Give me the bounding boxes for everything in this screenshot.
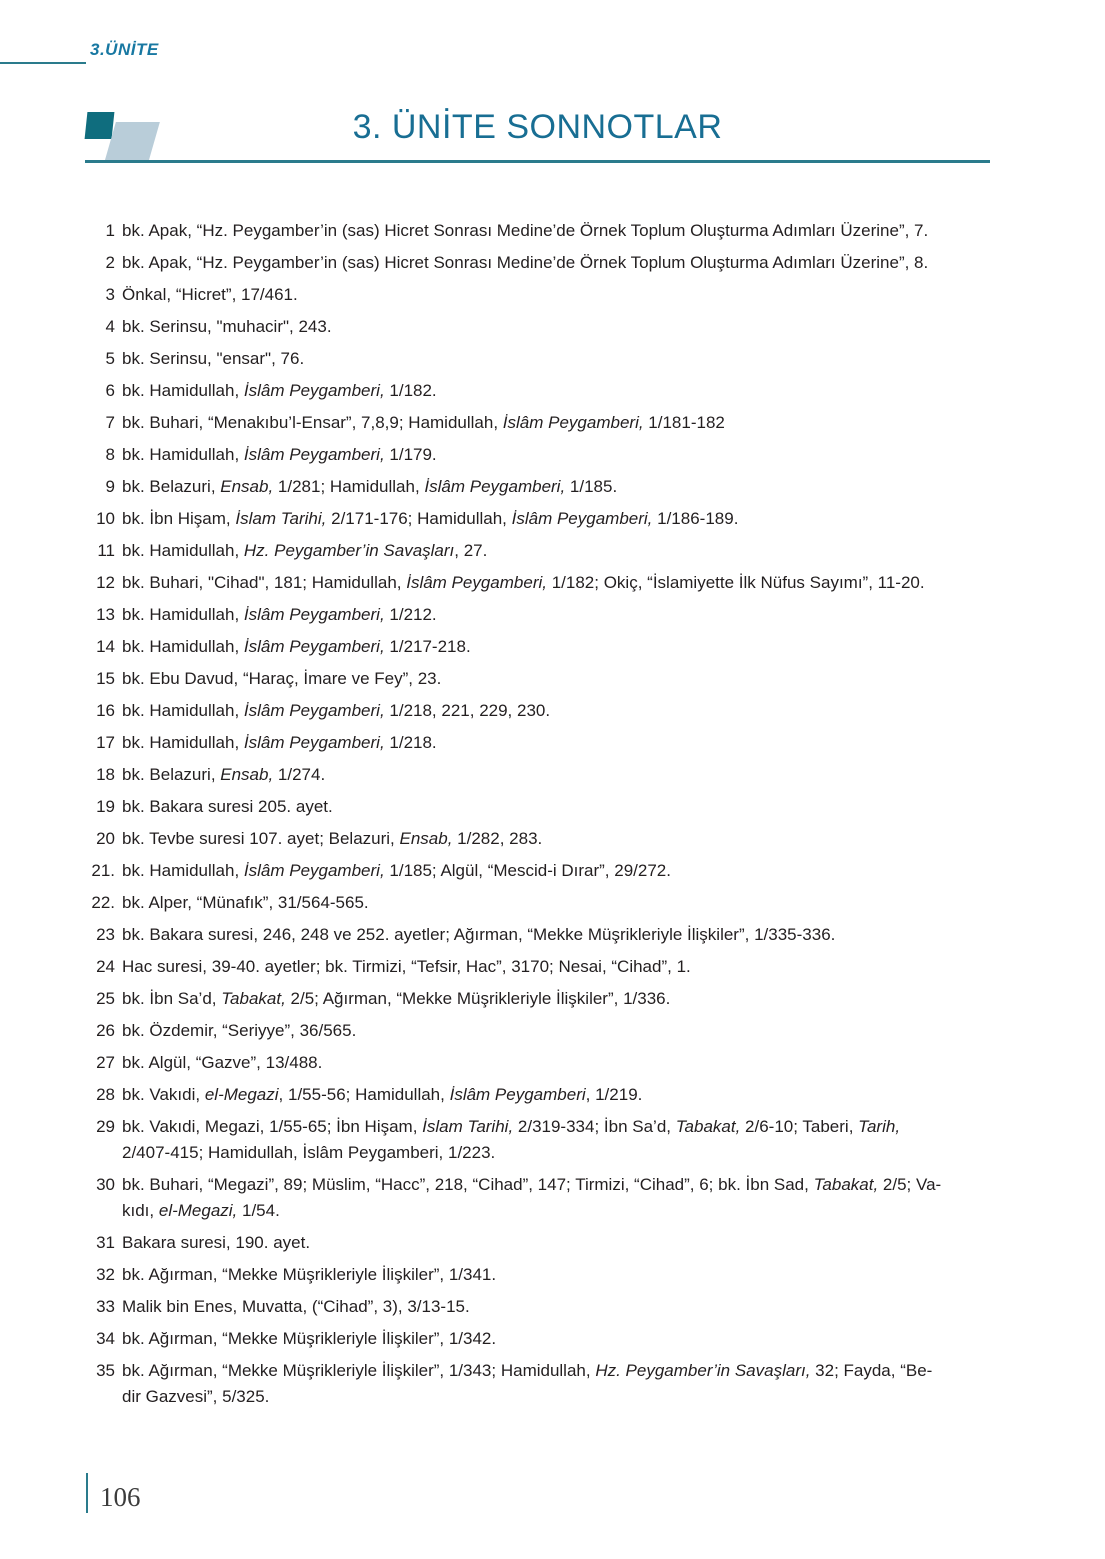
endnote-row [83,1326,993,1352]
endnote-number: 3 [105,285,115,304]
endnote-segment: bk. Buhari, “Menakıbu’l-Ensar”, 7,8,9; Hamidullah, [122,413,503,432]
endnote-segment: 1/186-189. [652,509,739,528]
endnote-row [83,1294,993,1320]
endnote-number: 15 [96,669,115,688]
endnote-text [122,474,993,500]
endnote-row [83,1082,993,1108]
endnote-segment: 32; Fayda, “Be- [810,1361,933,1380]
endnote-segment: 1/218, 221, 229, 230. [384,701,551,720]
endnote-row [83,570,993,596]
endnote-number: 11 [97,541,115,560]
endnote-segment: bk. Buhari, “Megazi”, 89; Müslim, “Hacc”, 218, “Cihad”, 147; Tirmizi, “Cihad”, 6; bk. İbn Sad, [122,1175,814,1194]
endnote-number: 12 [96,573,115,592]
endnote-segment-italic: İslâm Peygamberi, [243,861,385,880]
endnote-row [83,218,993,244]
endnote-text [122,1358,993,1410]
endnote-segment: bk. Bakara suresi, 246, 248 ve 252. ayetler; Ağırman, “Mekke Müşrikleriyle İlişkiler”, 1/335-336. [122,925,836,944]
running-head-rule [0,62,86,64]
endnote-segment: 1/182; Okiç, “İslamiyette İlk Nüfus Sayımı”, 11-20. [547,573,925,592]
endnote-segment: , 1/219. [585,1085,643,1104]
endnote-number: 2 [105,253,115,272]
endnote-segment-italic: İslam Tarihi, [422,1117,514,1136]
endnote-segment: bk. Hamidullah, [122,861,244,880]
endnote-segment: bk. İbn Hişam, [122,509,236,528]
endnote-segment-italic: Tabakat, [813,1175,879,1194]
endnote-row [83,410,993,436]
endnote-segment-italic: el-Megazi, [158,1201,238,1220]
endnote-number: 28 [96,1085,115,1104]
endnote-text [122,538,993,564]
endnote-segment: 2/5; Va- [878,1175,942,1194]
endnote-row [83,602,993,628]
endnote-segment: bk. Buhari, "Cihad", 181; Hamidullah, [122,573,407,592]
endnote-segment: 1/185. [565,477,618,496]
endnote-segment: bk. Apak, “Hz. Peygamber’in (sas) Hicret Sonrası Medine’de Örnek Toplum Oluşturma Adımları Üzerine”, 7. [122,221,929,240]
endnote-text [122,410,993,436]
endnote-text [122,506,993,532]
endnote-number: 10 [96,509,115,528]
endnote-text [122,1050,993,1076]
endnote-segment-italic: İslâm Peygamberi, [243,701,385,720]
endnote-segment: dir Gazvesi”, 5/325. [122,1387,270,1406]
endnote-text [122,378,993,404]
endnote-row [83,1050,993,1076]
endnote-row [83,250,993,276]
endnote-segment: bk. Hamidullah, [122,733,244,752]
endnote-segment: bk. Hamidullah, [122,701,244,720]
endnote-row [83,858,993,884]
endnote-segment: 1/274. [273,765,326,784]
endnote-text [122,1172,993,1224]
endnote-segment: 1/212. [384,605,437,624]
endnote-segment: 2/171-176; Hamidullah, [326,509,512,528]
endnote-segment: bk. İbn Sa’d, [122,989,222,1008]
endnote-text [122,922,993,948]
endnote-segment-italic: İslâm Peygamberi, [406,573,547,592]
endnote-segment-italic: İslâm Peygamberi, [502,413,644,432]
page-number: 106 [100,1482,141,1512]
endnote-segment: bk. Hamidullah, [122,381,244,400]
endnote-segment-italic: Ensab, [220,477,274,496]
endnote-text [122,890,993,916]
endnote-number: 27 [96,1053,115,1072]
endnote-text [122,794,993,820]
endnote-number: 32 [96,1265,115,1284]
endnote-text [122,282,993,308]
endnote-segment: bk. Vakıdi, Megazi, 1/55-65; İbn Hişam, [122,1117,423,1136]
endnote-row [83,378,993,404]
endnote-row [83,730,993,756]
endnote-number: 20 [96,829,115,848]
endnote-number: 22. [91,893,115,912]
endnote-text [122,986,993,1012]
endnote-row [83,474,993,500]
endnote-segment-italic: el-Megazi [204,1085,279,1104]
endnote-text [122,1294,993,1320]
endnote-row [83,762,993,788]
endnote-row [83,954,993,980]
endnote-row [83,922,993,948]
chapter-title-rule [85,160,990,163]
endnote-text [122,762,993,788]
endnote-number: 8 [105,445,115,464]
endnote-row [83,442,993,468]
endnote-segment-italic: İslâm Peygamberi, [424,477,566,496]
endnote-segment-italic: Ensab, [399,829,453,848]
endnote-text [122,698,993,724]
endnote-segment: bk. Bakara suresi 205. ayet. [122,797,333,816]
endnote-segment: 2/319-334; İbn Sa’d, [513,1117,676,1136]
chapter-title: 3. ÜNİTE SONNOTLAR [352,108,723,146]
endnote-text [122,1262,993,1288]
endnote-number: 35 [96,1361,115,1380]
endnote-segment: 1/217-218. [384,637,471,656]
endnote-segment: Hac suresi, 39-40. ayetler; bk. Tirmizi, “Tefsir, Hac”, 3170; Nesai, “Cihad”, 1. [122,957,691,976]
endnote-number: 18 [96,765,115,784]
endnote-row [83,1358,993,1410]
endnote-row [83,346,993,372]
endnote-text [122,250,993,276]
endnote-row [83,1230,993,1256]
endnote-segment: bk. Hamidullah, [122,605,244,624]
endnote-segment-italic: Hz. Peygamber’in Savaşları, [595,1361,811,1380]
endnote-segment: 1/182. [384,381,437,400]
endnote-segment: Önkal, “Hicret”, 17/461. [122,285,298,304]
endnote-segment-italic: Ensab, [220,765,274,784]
endnote-text [122,666,993,692]
endnote-segment: 1/185; Algül, “Mescid-i Dırar”, 29/272. [384,861,671,880]
endnote-number: 24 [96,957,115,976]
endnote-segment-italic: Hz. Peygamber’in Savaşları [243,541,455,560]
endnote-segment: 2/5; Ağırman, “Mekke Müşrikleriyle İlişkiler”, 1/336. [285,989,671,1008]
endnote-number: 13 [96,605,115,624]
endnote-number: 23 [96,925,115,944]
endnote-segment: bk. Serinsu, "muhacir", 243. [122,317,332,336]
endnote-text [122,1082,993,1108]
endnote-segment-italic: İslâm Peygamberi, [243,445,385,464]
endnote-segment: 1/281; Hamidullah, [273,477,425,496]
endnote-segment: 1/282, 283. [452,829,543,848]
endnote-segment: bk. Hamidullah, [122,541,244,560]
endnote-segment-italic: Tabakat, [675,1117,741,1136]
endnote-segment: kıdı, [122,1201,159,1220]
endnote-segment: 1/54. [237,1201,280,1220]
endnote-text [122,634,993,660]
endnote-segment: bk. Belazuri, [122,765,221,784]
endnote-row [83,1114,993,1166]
endnote-segment-italic: İslâm Peygamberi, [511,509,653,528]
endnote-text [122,218,993,244]
endnote-number: 14 [96,637,115,656]
endnote-row [83,986,993,1012]
running-head: 3.ÜNİTE [90,40,159,59]
endnote-segment: bk. Belazuri, [122,477,221,496]
endnote-row [83,506,993,532]
endnote-row [83,1262,993,1288]
endnote-text [122,730,993,756]
endnote-segment: 2/6-10; Taberi, [740,1117,859,1136]
endnote-segment-italic: İslâm Peygamberi [449,1085,586,1104]
endnote-text [122,1326,993,1352]
endnote-number: 26 [96,1021,115,1040]
endnote-number: 25 [96,989,115,1008]
endnote-segment-italic: İslâm Peygamberi, [243,381,385,400]
endnote-segment: 1/179. [384,445,437,464]
endnote-segment: 1/181-182 [643,413,725,432]
endnote-segment: bk. Hamidullah, [122,445,244,464]
endnote-number: 29 [96,1117,115,1136]
endnote-row [83,282,993,308]
endnote-row [83,666,993,692]
endnote-number: 1 [105,221,115,240]
endnote-segment: 1/218. [384,733,437,752]
page-number-bar [86,1473,88,1513]
endnote-text [122,346,993,372]
endnote-segment-italic: İslâm Peygamberi, [243,637,385,656]
endnote-segment-italic: İslâm Peygamberi, [243,733,385,752]
endnote-number: 9 [105,477,115,496]
endnote-number: 21. [91,861,115,880]
endnote-row [83,314,993,340]
endnote-segment: bk. Ağırman, “Mekke Müşrikleriyle İlişkiler”, 1/343; Hamidullah, [122,1361,596,1380]
endnote-number: 19 [96,797,115,816]
endnote-segment: bk. Serinsu, "ensar", 76. [122,349,305,368]
endnote-text [122,442,993,468]
endnote-segment: bk. Ağırman, “Mekke Müşrikleriyle İlişkiler”, 1/341. [122,1265,497,1284]
endnote-segment-italic: İslam Tarihi, [235,509,327,528]
endnote-segment-italic: İslâm Peygamberi, [243,605,385,624]
endnote-segment: 2/407-415; Hamidullah, İslâm Peygamberi, 1/223. [122,1143,496,1162]
endnote-text [122,1018,993,1044]
endnote-segment: Bakara suresi, 190. ayet. [122,1233,311,1252]
endnote-row [83,1172,993,1224]
endnote-number: 31 [96,1233,115,1252]
endnote-segment: bk. Alper, “Münafık”, 31/564-565. [122,893,369,912]
endnote-segment: bk. Ağırman, “Mekke Müşrikleriyle İlişkiler”, 1/342. [122,1329,497,1348]
endnote-segment: bk. Hamidullah, [122,637,244,656]
endnote-row [83,1018,993,1044]
endnote-number: 17 [96,733,115,752]
endnote-segment: Malik bin Enes, Muvatta, (“Cihad”, 3), 3/13-15. [122,1297,470,1316]
endnote-number: 6 [105,381,115,400]
endnote-segment: , 1/55-56; Hamidullah, [278,1085,450,1104]
endnote-text [122,314,993,340]
endnote-segment: bk. Vakıdi, [122,1085,205,1104]
endnote-segment: bk. Tevbe suresi 107. ayet; Belazuri, [122,829,400,848]
endnote-number: 4 [105,317,115,336]
endnote-row [83,794,993,820]
endnote-text [122,826,993,852]
endnote-number: 34 [96,1329,115,1348]
endnote-number: 33 [96,1297,115,1316]
endnote-segment: bk. Ebu Davud, “Haraç, İmare ve Fey”, 23. [122,669,442,688]
endnote-number: 30 [96,1175,115,1194]
endnote-text [122,570,993,596]
endnote-text [122,858,993,884]
endnote-row [83,538,993,564]
endnote-segment: bk. Algül, “Gazve”, 13/488. [122,1053,323,1072]
endnote-text [122,602,993,628]
endnote-segment: bk. Apak, “Hz. Peygamber’in (sas) Hicret Sonrası Medine’de Örnek Toplum Oluşturma Adımları Üzerine”, 8. [122,253,929,272]
endnote-row [83,890,993,916]
endnotes-list [83,218,993,1416]
endnote-row [83,634,993,660]
endnote-segment: , 27. [454,541,488,560]
endnote-number: 16 [96,701,115,720]
endnote-segment-italic: Tarih, [858,1117,901,1136]
endnote-text [122,1230,993,1256]
endnote-row [83,698,993,724]
endnote-row [83,826,993,852]
endnote-segment-italic: Tabakat, [221,989,286,1008]
endnote-text [122,1114,993,1166]
endnote-number: 7 [105,413,115,432]
endnote-text [122,954,993,980]
endnote-number: 5 [105,349,115,368]
endnote-segment: bk. Özdemir, “Seriyye”, 36/565. [122,1021,357,1040]
